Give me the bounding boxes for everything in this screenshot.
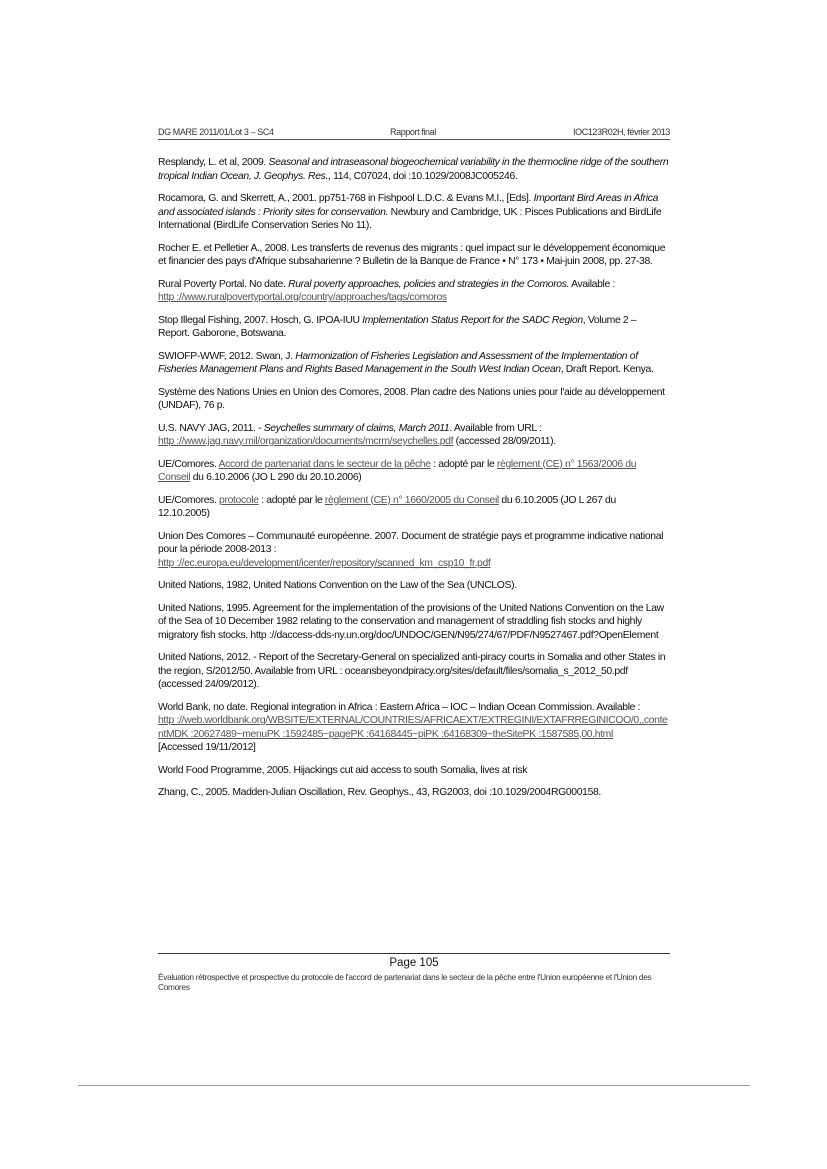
reference-link[interactable]: http ://www.ruralpovertyportal.org/country/approaches/tags/comoros	[158, 292, 447, 303]
reference-item: Union Des Comores – Communauté européenne. 2007. Document de stratégie pays et programme indicative national pour la période 2008-2013 : http ://ec.europa.eu/development/icenter/repository/scanned_km_csp10_fr.pdf	[158, 530, 664, 569]
reference-item: UE/Comores. Accord de partenariat dans le secteur de la pêche : adopté par le règlement (CE) n° 1563/2006 du Conseil du 6.10.2006 (JO L 290 du 20.10.2006)	[158, 458, 637, 483]
reference-item: U.S. NAVY JAG, 2011. - Seychelles summary of claims, March 2011. Available from URL : http ://www.jag.navy.mil/organization/documents/mcrm/seychelles.pdf (accessed 28/09/2011).	[158, 422, 556, 447]
running-header	[158, 127, 670, 140]
footer-divider	[158, 953, 670, 954]
reference-link[interactable]: http ://web.worldbank.org/WBSITE/EXTERNAL/COUNTRIES/AFRICAEXT/EXTREGINI/EXTAFRREGINICOO/0,,contentMDK :20627489~menuPK :1592485~pagePK :64168445~piPK :64168309~theSitePK :1587585,00.html	[158, 715, 668, 740]
page-number: Page 105	[389, 957, 439, 969]
reference-link[interactable]: règlement (CE) n° 1660/2005 du Conseil	[324, 494, 499, 506]
reference-item: United Nations, 1995. Agreement for the implementation of the provisions of the United Nations Convention on the Law of the Sea of 10 December 1982 relating to the conservation and management of straddling fish stocks and highly migratory fish stocks. http ://daccess-dds-ny.un.org/doc/UNDOC/GEN/N95/274/67/PDF/N9527467.pdf?OpenElement	[158, 602, 664, 641]
reference-item: Rural Poverty Portal. No date. Rural poverty approaches, policies and strategies in the Comoros. Available : http ://www.ruralpovertyportal.org/country/approaches/tags/comoros	[158, 278, 615, 303]
header-left: DG MARE 2011/01/Lot 3 – SC4	[158, 127, 274, 137]
reference-item: United Nations, 2012. - Report of the Secretary-General on specialized anti-piracy courts in Somalia and other States in the region, S/2012/50. Available from URL : oceansbeyondpiracy.org/sites/default/files/somalia_s_2012_50.pdf (accessed 24/09/2012).	[158, 652, 666, 690]
reference-item: UE/Comores. protocole : adopté par le règlement (CE) n° 1660/2005 du Conseil du 6.10.2005 (JO L 267 du 12.10.2005)	[158, 494, 616, 519]
reference-item: Zhang, C., 2005. Madden-Julian Oscillation, Rev. Geophys., 43, RG2003, doi :10.1029/2004RG000158.	[158, 787, 601, 798]
page-bottom-divider	[78, 1085, 750, 1086]
reference-item: Rocher E. et Pelletier A., 2008. Les transferts de revenus des migrants : quel impact sur le développement économique et financier des pays d'Afrique subsaharienne ? Bulletin de la Banque de France • N° 173 • Mai-juin 2008, pp. 27-38.	[158, 242, 666, 267]
reference-item: World Bank, no date. Regional integration in Africa : Eastern Africa – IOC – Indian Ocean Commission. Available : http ://web.worldbank.org/WBSITE/EXTERNAL/COUNTRIES/AFRICAEXT/EXTREGINI/EXTAFRREGINICOO/0,,contentMDK :20627489~menuPK :1592485~pagePK :64168445~piPK :64168309~theSitePK :1587585,00.html [Accessed 19/11/2012]	[158, 701, 668, 753]
reference-link[interactable]: règlement (CE) n° 1563/2006 du Conseil	[158, 458, 637, 483]
reference-list	[158, 156, 670, 809]
reference-item: United Nations, 1982, United Nations Convention on the Law of the Sea (UNCLOS).	[158, 580, 517, 591]
header-center: Rapport final	[390, 127, 436, 137]
reference-item: Rocamora, G. and Skerrett, A., 2001. pp751-768 in Fishpool L.D.C. & Evans M.I., [Eds]. Important Bird Areas in Africa and associated islands : Priority sites for conservation. Newbury and Cambridge, UK : Pisces Publications and BirdLife International (BirdLife Conservation Series No 11).	[158, 193, 662, 231]
reference-item: Resplandy, L. et al, 2009. Seasonal and intraseasonal biogeochemical variability in the thermocline ridge of the southern tropical Indian Ocean, J. Geophys. Res., 114, C07024, doi :10.1029/2008JC005246.	[158, 157, 669, 182]
reference-item: World Food Programme, 2005. Hijackings cut aid access to south Somalia, lives at risk	[158, 764, 528, 776]
reference-item: Stop Illegal Fishing, 2007. Hosch, G. IPOA-IUU Implementation Status Report for the SADC Region, Volume 2 – Report. Gaborone, Botswana.	[158, 314, 637, 339]
reference-link[interactable]: http ://www.jag.navy.mil/organization/documents/mcrm/seychelles.pdf	[158, 436, 454, 447]
reference-item: SWIOFP-WWF, 2012. Swan, J. Harmonization of Fisheries Legislation and Assessment of the Implementation of Fisheries Management Plans and Rights Based Management in the South West Indian Ocean, Draft Report. Kenya.	[158, 350, 654, 375]
header-right: IOC123R02H, février 2013	[573, 127, 670, 137]
reference-item: Système des Nations Unies en Union des Comores, 2008. Plan cadre des Nations unies pour l'aide au développement (UNDAF), 76 p.	[158, 386, 665, 411]
reference-link[interactable]: Accord de partenariat dans le secteur de la pêche	[218, 458, 431, 470]
reference-link[interactable]: http ://ec.europa.eu/development/icenter/repository/scanned_km_csp10_fr.pdf	[158, 557, 491, 569]
reference-link[interactable]: protocole	[219, 494, 259, 506]
footer-note: Évaluation rétrospective et prospective du protocole de l'accord de partenariat dans le secteur de la pêche entre l'Union européenne et l'Union des Comores	[158, 972, 652, 992]
